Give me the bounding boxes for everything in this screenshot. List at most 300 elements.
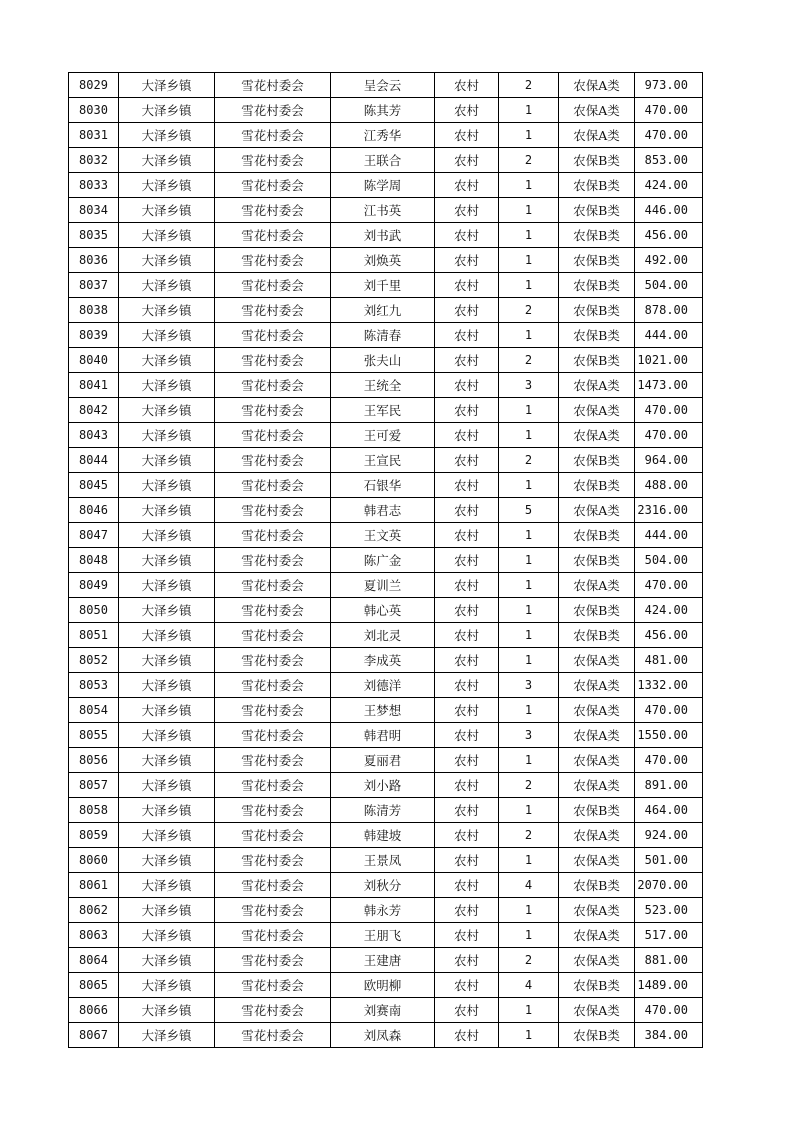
cell-person-name: 王朋飞 bbox=[331, 923, 435, 948]
cell-member-count: 1 bbox=[499, 523, 559, 548]
table-row bbox=[69, 998, 703, 1023]
cell-household-type: 农村 bbox=[435, 473, 499, 498]
cell-serial-number: 8032 bbox=[69, 148, 119, 173]
cell-person-name: 刘焕英 bbox=[331, 248, 435, 273]
cell-township: 大泽乡镇 bbox=[119, 398, 215, 423]
cell-person-name: 王梦想 bbox=[331, 698, 435, 723]
cell-serial-number: 8043 bbox=[69, 423, 119, 448]
cell-township: 大泽乡镇 bbox=[119, 173, 215, 198]
cell-member-count: 3 bbox=[499, 723, 559, 748]
cell-township: 大泽乡镇 bbox=[119, 923, 215, 948]
cell-township: 大泽乡镇 bbox=[119, 848, 215, 873]
cell-insurance-category: 农保B类 bbox=[559, 348, 635, 373]
cell-serial-number: 8036 bbox=[69, 248, 119, 273]
cell-serial-number: 8067 bbox=[69, 1023, 119, 1048]
cell-member-count: 1 bbox=[499, 323, 559, 348]
cell-household-type: 农村 bbox=[435, 598, 499, 623]
cell-serial-number: 8042 bbox=[69, 398, 119, 423]
table-row bbox=[69, 523, 703, 548]
cell-township: 大泽乡镇 bbox=[119, 698, 215, 723]
cell-member-count: 1 bbox=[499, 623, 559, 648]
cell-household-type: 农村 bbox=[435, 173, 499, 198]
cell-person-name: 夏丽君 bbox=[331, 748, 435, 773]
cell-amount: 424.00 bbox=[635, 598, 703, 623]
cell-member-count: 1 bbox=[499, 998, 559, 1023]
cell-village-committee: 雪花村委会 bbox=[215, 498, 331, 523]
cell-insurance-category: 农保B类 bbox=[559, 223, 635, 248]
cell-household-type: 农村 bbox=[435, 198, 499, 223]
cell-household-type: 农村 bbox=[435, 623, 499, 648]
cell-serial-number: 8047 bbox=[69, 523, 119, 548]
cell-member-count: 1 bbox=[499, 248, 559, 273]
table-row bbox=[69, 923, 703, 948]
cell-serial-number: 8053 bbox=[69, 673, 119, 698]
cell-township: 大泽乡镇 bbox=[119, 973, 215, 998]
cell-household-type: 农村 bbox=[435, 723, 499, 748]
cell-amount: 2070.00 bbox=[635, 873, 703, 898]
cell-person-name: 刘凤森 bbox=[331, 1023, 435, 1048]
cell-household-type: 农村 bbox=[435, 1023, 499, 1048]
cell-household-type: 农村 bbox=[435, 548, 499, 573]
cell-person-name: 陈清芳 bbox=[331, 798, 435, 823]
cell-insurance-category: 农保B类 bbox=[559, 198, 635, 223]
cell-person-name: 江书英 bbox=[331, 198, 435, 223]
cell-township: 大泽乡镇 bbox=[119, 723, 215, 748]
cell-household-type: 农村 bbox=[435, 998, 499, 1023]
cell-person-name: 王联合 bbox=[331, 148, 435, 173]
cell-serial-number: 8061 bbox=[69, 873, 119, 898]
cell-household-type: 农村 bbox=[435, 73, 499, 98]
cell-person-name: 石银华 bbox=[331, 473, 435, 498]
cell-amount: 924.00 bbox=[635, 823, 703, 848]
cell-person-name: 李成英 bbox=[331, 648, 435, 673]
cell-township: 大泽乡镇 bbox=[119, 898, 215, 923]
cell-township: 大泽乡镇 bbox=[119, 873, 215, 898]
cell-insurance-category: 农保B类 bbox=[559, 1023, 635, 1048]
table-row bbox=[69, 773, 703, 798]
cell-serial-number: 8048 bbox=[69, 548, 119, 573]
table-row bbox=[69, 173, 703, 198]
cell-person-name: 呈会云 bbox=[331, 73, 435, 98]
cell-insurance-category: 农保B类 bbox=[559, 798, 635, 823]
cell-member-count: 1 bbox=[499, 1023, 559, 1048]
cell-township: 大泽乡镇 bbox=[119, 298, 215, 323]
cell-village-committee: 雪花村委会 bbox=[215, 348, 331, 373]
cell-amount: 456.00 bbox=[635, 223, 703, 248]
table-row bbox=[69, 673, 703, 698]
cell-household-type: 农村 bbox=[435, 948, 499, 973]
cell-insurance-category: 农保A类 bbox=[559, 848, 635, 873]
cell-township: 大泽乡镇 bbox=[119, 423, 215, 448]
cell-insurance-category: 农保A类 bbox=[559, 748, 635, 773]
cell-amount: 470.00 bbox=[635, 423, 703, 448]
table-row bbox=[69, 148, 703, 173]
cell-township: 大泽乡镇 bbox=[119, 98, 215, 123]
table-row bbox=[69, 298, 703, 323]
cell-insurance-category: 农保A类 bbox=[559, 123, 635, 148]
cell-township: 大泽乡镇 bbox=[119, 1023, 215, 1048]
cell-amount: 504.00 bbox=[635, 548, 703, 573]
cell-person-name: 韩君明 bbox=[331, 723, 435, 748]
cell-township: 大泽乡镇 bbox=[119, 948, 215, 973]
cell-member-count: 1 bbox=[499, 573, 559, 598]
cell-insurance-category: 农保A类 bbox=[559, 373, 635, 398]
cell-serial-number: 8033 bbox=[69, 173, 119, 198]
cell-amount: 488.00 bbox=[635, 473, 703, 498]
table-row bbox=[69, 423, 703, 448]
cell-village-committee: 雪花村委会 bbox=[215, 248, 331, 273]
table-row bbox=[69, 248, 703, 273]
cell-household-type: 农村 bbox=[435, 973, 499, 998]
cell-household-type: 农村 bbox=[435, 923, 499, 948]
table-row bbox=[69, 973, 703, 998]
cell-village-committee: 雪花村委会 bbox=[215, 723, 331, 748]
cell-insurance-category: 农保A类 bbox=[559, 498, 635, 523]
cell-amount: 1332.00 bbox=[635, 673, 703, 698]
cell-amount: 2316.00 bbox=[635, 498, 703, 523]
cell-person-name: 刘北灵 bbox=[331, 623, 435, 648]
table-row bbox=[69, 1023, 703, 1048]
cell-serial-number: 8055 bbox=[69, 723, 119, 748]
table-row bbox=[69, 623, 703, 648]
table-row bbox=[69, 548, 703, 573]
cell-serial-number: 8062 bbox=[69, 898, 119, 923]
cell-village-committee: 雪花村委会 bbox=[215, 948, 331, 973]
cell-serial-number: 8045 bbox=[69, 473, 119, 498]
cell-insurance-category: 农保A类 bbox=[559, 398, 635, 423]
cell-amount: 444.00 bbox=[635, 523, 703, 548]
cell-household-type: 农村 bbox=[435, 423, 499, 448]
cell-insurance-category: 农保A类 bbox=[559, 948, 635, 973]
cell-member-count: 2 bbox=[499, 948, 559, 973]
cell-village-committee: 雪花村委会 bbox=[215, 273, 331, 298]
cell-insurance-category: 农保B类 bbox=[559, 248, 635, 273]
cell-village-committee: 雪花村委会 bbox=[215, 623, 331, 648]
cell-member-count: 3 bbox=[499, 673, 559, 698]
cell-township: 大泽乡镇 bbox=[119, 123, 215, 148]
cell-village-committee: 雪花村委会 bbox=[215, 73, 331, 98]
roster-sheet bbox=[68, 72, 703, 1048]
cell-household-type: 农村 bbox=[435, 648, 499, 673]
cell-township: 大泽乡镇 bbox=[119, 798, 215, 823]
cell-amount: 964.00 bbox=[635, 448, 703, 473]
cell-insurance-category: 农保B类 bbox=[559, 323, 635, 348]
cell-amount: 470.00 bbox=[635, 698, 703, 723]
cell-insurance-category: 农保B类 bbox=[559, 298, 635, 323]
cell-serial-number: 8063 bbox=[69, 923, 119, 948]
table-row bbox=[69, 123, 703, 148]
cell-person-name: 刘书武 bbox=[331, 223, 435, 248]
cell-village-committee: 雪花村委会 bbox=[215, 548, 331, 573]
cell-amount: 470.00 bbox=[635, 398, 703, 423]
cell-amount: 1021.00 bbox=[635, 348, 703, 373]
cell-amount: 470.00 bbox=[635, 748, 703, 773]
cell-serial-number: 8050 bbox=[69, 598, 119, 623]
cell-serial-number: 8046 bbox=[69, 498, 119, 523]
cell-serial-number: 8056 bbox=[69, 748, 119, 773]
cell-insurance-category: 农保A类 bbox=[559, 723, 635, 748]
table-row bbox=[69, 348, 703, 373]
cell-person-name: 王军民 bbox=[331, 398, 435, 423]
cell-insurance-category: 农保A类 bbox=[559, 573, 635, 598]
cell-person-name: 韩心英 bbox=[331, 598, 435, 623]
cell-insurance-category: 农保B类 bbox=[559, 448, 635, 473]
cell-serial-number: 8060 bbox=[69, 848, 119, 873]
table-row bbox=[69, 598, 703, 623]
cell-township: 大泽乡镇 bbox=[119, 623, 215, 648]
cell-amount: 878.00 bbox=[635, 298, 703, 323]
table-row bbox=[69, 473, 703, 498]
cell-member-count: 2 bbox=[499, 823, 559, 848]
cell-household-type: 农村 bbox=[435, 248, 499, 273]
cell-household-type: 农村 bbox=[435, 223, 499, 248]
cell-person-name: 欧明柳 bbox=[331, 973, 435, 998]
cell-household-type: 农村 bbox=[435, 373, 499, 398]
cell-amount: 973.00 bbox=[635, 73, 703, 98]
cell-township: 大泽乡镇 bbox=[119, 223, 215, 248]
cell-member-count: 2 bbox=[499, 448, 559, 473]
cell-member-count: 1 bbox=[499, 398, 559, 423]
cell-village-committee: 雪花村委会 bbox=[215, 873, 331, 898]
cell-person-name: 陈清春 bbox=[331, 323, 435, 348]
cell-amount: 481.00 bbox=[635, 648, 703, 673]
cell-member-count: 4 bbox=[499, 873, 559, 898]
cell-village-committee: 雪花村委会 bbox=[215, 898, 331, 923]
cell-township: 大泽乡镇 bbox=[119, 273, 215, 298]
cell-serial-number: 8065 bbox=[69, 973, 119, 998]
cell-member-count: 1 bbox=[499, 898, 559, 923]
cell-serial-number: 8031 bbox=[69, 123, 119, 148]
cell-member-count: 1 bbox=[499, 748, 559, 773]
table-row bbox=[69, 398, 703, 423]
cell-person-name: 刘赛南 bbox=[331, 998, 435, 1023]
cell-insurance-category: 农保B类 bbox=[559, 548, 635, 573]
cell-village-committee: 雪花村委会 bbox=[215, 523, 331, 548]
cell-amount: 470.00 bbox=[635, 98, 703, 123]
cell-person-name: 刘秋分 bbox=[331, 873, 435, 898]
cell-person-name: 王建唐 bbox=[331, 948, 435, 973]
cell-person-name: 刘千里 bbox=[331, 273, 435, 298]
cell-township: 大泽乡镇 bbox=[119, 473, 215, 498]
cell-insurance-category: 农保B类 bbox=[559, 873, 635, 898]
cell-serial-number: 8044 bbox=[69, 448, 119, 473]
cell-insurance-category: 农保A类 bbox=[559, 823, 635, 848]
table-row bbox=[69, 698, 703, 723]
cell-person-name: 陈学周 bbox=[331, 173, 435, 198]
cell-township: 大泽乡镇 bbox=[119, 198, 215, 223]
cell-household-type: 农村 bbox=[435, 123, 499, 148]
cell-household-type: 农村 bbox=[435, 898, 499, 923]
cell-amount: 384.00 bbox=[635, 1023, 703, 1048]
cell-serial-number: 8057 bbox=[69, 773, 119, 798]
cell-amount: 1550.00 bbox=[635, 723, 703, 748]
cell-amount: 464.00 bbox=[635, 798, 703, 823]
cell-member-count: 4 bbox=[499, 973, 559, 998]
cell-insurance-category: 农保A类 bbox=[559, 698, 635, 723]
table-row bbox=[69, 573, 703, 598]
cell-serial-number: 8035 bbox=[69, 223, 119, 248]
cell-serial-number: 8041 bbox=[69, 373, 119, 398]
cell-amount: 424.00 bbox=[635, 173, 703, 198]
cell-household-type: 农村 bbox=[435, 748, 499, 773]
cell-insurance-category: 农保A类 bbox=[559, 648, 635, 673]
cell-village-committee: 雪花村委会 bbox=[215, 848, 331, 873]
cell-village-committee: 雪花村委会 bbox=[215, 123, 331, 148]
cell-village-committee: 雪花村委会 bbox=[215, 648, 331, 673]
cell-amount: 444.00 bbox=[635, 323, 703, 348]
cell-amount: 456.00 bbox=[635, 623, 703, 648]
cell-serial-number: 8059 bbox=[69, 823, 119, 848]
cell-person-name: 王统全 bbox=[331, 373, 435, 398]
table-row bbox=[69, 98, 703, 123]
cell-township: 大泽乡镇 bbox=[119, 248, 215, 273]
cell-village-committee: 雪花村委会 bbox=[215, 373, 331, 398]
cell-village-committee: 雪花村委会 bbox=[215, 698, 331, 723]
table-row bbox=[69, 748, 703, 773]
cell-household-type: 农村 bbox=[435, 523, 499, 548]
table-row bbox=[69, 373, 703, 398]
cell-insurance-category: 农保B类 bbox=[559, 623, 635, 648]
cell-serial-number: 8049 bbox=[69, 573, 119, 598]
cell-insurance-category: 农保A类 bbox=[559, 98, 635, 123]
cell-insurance-category: 农保B类 bbox=[559, 523, 635, 548]
cell-village-committee: 雪花村委会 bbox=[215, 598, 331, 623]
cell-member-count: 1 bbox=[499, 223, 559, 248]
cell-amount: 470.00 bbox=[635, 573, 703, 598]
cell-amount: 470.00 bbox=[635, 123, 703, 148]
cell-insurance-category: 农保B类 bbox=[559, 473, 635, 498]
cell-person-name: 陈其芳 bbox=[331, 98, 435, 123]
cell-person-name: 王可爱 bbox=[331, 423, 435, 448]
cell-village-committee: 雪花村委会 bbox=[215, 973, 331, 998]
cell-household-type: 农村 bbox=[435, 823, 499, 848]
table-row bbox=[69, 898, 703, 923]
table-row bbox=[69, 948, 703, 973]
cell-village-committee: 雪花村委会 bbox=[215, 198, 331, 223]
cell-person-name: 张夫山 bbox=[331, 348, 435, 373]
roster-table bbox=[68, 72, 703, 1048]
table-row bbox=[69, 873, 703, 898]
cell-village-committee: 雪花村委会 bbox=[215, 298, 331, 323]
cell-township: 大泽乡镇 bbox=[119, 748, 215, 773]
cell-village-committee: 雪花村委会 bbox=[215, 1023, 331, 1048]
cell-village-committee: 雪花村委会 bbox=[215, 423, 331, 448]
table-row bbox=[69, 823, 703, 848]
cell-member-count: 1 bbox=[499, 548, 559, 573]
cell-amount: 470.00 bbox=[635, 998, 703, 1023]
cell-serial-number: 8034 bbox=[69, 198, 119, 223]
cell-village-committee: 雪花村委会 bbox=[215, 398, 331, 423]
cell-household-type: 农村 bbox=[435, 398, 499, 423]
cell-amount: 501.00 bbox=[635, 848, 703, 873]
cell-insurance-category: 农保A类 bbox=[559, 998, 635, 1023]
table-row bbox=[69, 198, 703, 223]
cell-person-name: 夏训兰 bbox=[331, 573, 435, 598]
cell-serial-number: 8052 bbox=[69, 648, 119, 673]
cell-household-type: 农村 bbox=[435, 98, 499, 123]
cell-member-count: 1 bbox=[499, 273, 559, 298]
cell-serial-number: 8064 bbox=[69, 948, 119, 973]
cell-amount: 891.00 bbox=[635, 773, 703, 798]
cell-person-name: 刘德洋 bbox=[331, 673, 435, 698]
cell-amount: 881.00 bbox=[635, 948, 703, 973]
cell-village-committee: 雪花村委会 bbox=[215, 748, 331, 773]
cell-village-committee: 雪花村委会 bbox=[215, 473, 331, 498]
cell-person-name: 王文英 bbox=[331, 523, 435, 548]
cell-member-count: 1 bbox=[499, 598, 559, 623]
cell-insurance-category: 农保A类 bbox=[559, 898, 635, 923]
cell-insurance-category: 农保B类 bbox=[559, 973, 635, 998]
cell-person-name: 刘红九 bbox=[331, 298, 435, 323]
cell-township: 大泽乡镇 bbox=[119, 73, 215, 98]
cell-township: 大泽乡镇 bbox=[119, 498, 215, 523]
cell-household-type: 农村 bbox=[435, 348, 499, 373]
cell-person-name: 韩君志 bbox=[331, 498, 435, 523]
cell-township: 大泽乡镇 bbox=[119, 523, 215, 548]
table-row bbox=[69, 448, 703, 473]
cell-member-count: 1 bbox=[499, 798, 559, 823]
cell-member-count: 3 bbox=[499, 373, 559, 398]
cell-household-type: 农村 bbox=[435, 498, 499, 523]
cell-village-committee: 雪花村委会 bbox=[215, 223, 331, 248]
cell-member-count: 1 bbox=[499, 648, 559, 673]
cell-serial-number: 8037 bbox=[69, 273, 119, 298]
cell-person-name: 韩建坡 bbox=[331, 823, 435, 848]
cell-township: 大泽乡镇 bbox=[119, 148, 215, 173]
cell-member-count: 1 bbox=[499, 698, 559, 723]
cell-village-committee: 雪花村委会 bbox=[215, 798, 331, 823]
cell-township: 大泽乡镇 bbox=[119, 773, 215, 798]
cell-member-count: 2 bbox=[499, 773, 559, 798]
cell-village-committee: 雪花村委会 bbox=[215, 323, 331, 348]
cell-township: 大泽乡镇 bbox=[119, 648, 215, 673]
cell-person-name: 王宣民 bbox=[331, 448, 435, 473]
cell-township: 大泽乡镇 bbox=[119, 548, 215, 573]
cell-insurance-category: 农保A类 bbox=[559, 923, 635, 948]
cell-member-count: 1 bbox=[499, 123, 559, 148]
cell-member-count: 1 bbox=[499, 848, 559, 873]
table-row bbox=[69, 648, 703, 673]
cell-person-name: 王景凤 bbox=[331, 848, 435, 873]
cell-serial-number: 8040 bbox=[69, 348, 119, 373]
cell-household-type: 农村 bbox=[435, 798, 499, 823]
cell-township: 大泽乡镇 bbox=[119, 573, 215, 598]
cell-village-committee: 雪花村委会 bbox=[215, 923, 331, 948]
cell-household-type: 农村 bbox=[435, 773, 499, 798]
cell-serial-number: 8039 bbox=[69, 323, 119, 348]
cell-insurance-category: 农保B类 bbox=[559, 273, 635, 298]
cell-member-count: 1 bbox=[499, 923, 559, 948]
cell-insurance-category: 农保A类 bbox=[559, 73, 635, 98]
cell-serial-number: 8066 bbox=[69, 998, 119, 1023]
cell-amount: 523.00 bbox=[635, 898, 703, 923]
cell-amount: 1489.00 bbox=[635, 973, 703, 998]
cell-township: 大泽乡镇 bbox=[119, 673, 215, 698]
cell-serial-number: 8058 bbox=[69, 798, 119, 823]
cell-household-type: 农村 bbox=[435, 848, 499, 873]
cell-household-type: 农村 bbox=[435, 448, 499, 473]
cell-member-count: 2 bbox=[499, 348, 559, 373]
roster-body bbox=[69, 73, 703, 1048]
cell-person-name: 江秀华 bbox=[331, 123, 435, 148]
cell-person-name: 刘小路 bbox=[331, 773, 435, 798]
cell-household-type: 农村 bbox=[435, 298, 499, 323]
cell-village-committee: 雪花村委会 bbox=[215, 998, 331, 1023]
cell-member-count: 1 bbox=[499, 98, 559, 123]
cell-village-committee: 雪花村委会 bbox=[215, 573, 331, 598]
table-row bbox=[69, 223, 703, 248]
cell-member-count: 2 bbox=[499, 148, 559, 173]
